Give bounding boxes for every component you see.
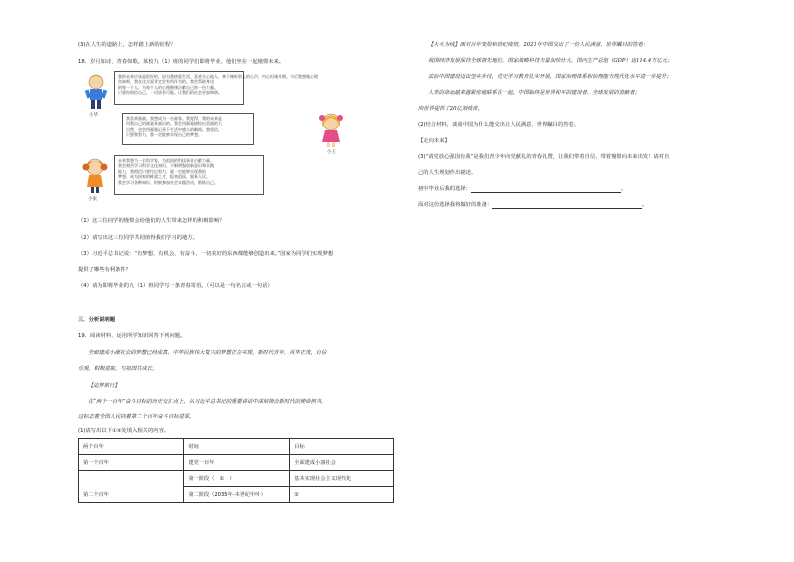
bubble-1-line: 只要你相信自己，一切皆有可能。让我们的社会更加和谐。	[118, 90, 222, 96]
sub-question-2: （2）请写出这三位同学共同值得我们学习的地方。	[78, 235, 198, 241]
material-3-line-2: 我国经济发展保持全球领先地位，国家战略科技力量加快壮大，国内生产总值（GDP）达114.4万亿元；	[428, 58, 673, 64]
question-19-intro: 19．阅读材料，运用所学知识回答下列问题。	[78, 333, 186, 339]
material-2-line-1: 在“两个一百年”奋斗目标的历史交汇点上，从习近平总书记的重要讲话中深刻领会新时代的使命担当，	[88, 399, 327, 405]
table-cell: 第一阶段（ ① ）	[184, 471, 290, 487]
student-girl-2-illustration	[82, 157, 108, 195]
question-18-intro: 18．岁月如诗，青春如歌。某校九（1）班的同学们即将毕业，他们坐在一起憧憬未来。	[78, 59, 285, 65]
question-3-tail: (3)在人生的道路上，怎样踏上新的征程？	[78, 42, 176, 48]
table-row	[79, 471, 394, 487]
table-row	[79, 455, 394, 471]
preparation-label: 面对这份选择我将做好的准备：	[418, 202, 493, 208]
bubble-2-line: 自然，也会用画笔记录下生活中感人的瞬间。我坚信，	[126, 126, 222, 132]
speech-bubble-2	[122, 113, 254, 145]
material-3-line-3: 法治中国建设迈出坚实步伐，党史学习教育扎实开展，国家治理体系和治理能力现代化水平进一步提升；	[428, 74, 672, 80]
bubble-3-line: 我会学习各种知识，积极参加社会实践活动，锻炼自己。	[118, 179, 218, 185]
sub-question-1: （1）这三位同学的憧憬会给他们的人生带来怎样的积极影响？	[78, 218, 225, 224]
bubble-3-line: 梦想，成为国家的栋梁之才，报效祖国，服务人民。	[118, 174, 210, 180]
bubble-3-line: 我会刻苦学习科学文化知识，不断增强创新意识和实践	[118, 163, 214, 169]
question-19-part-2: (2)结合材料，谈谈中国为什么能交出让人民满意、世界瞩目的答卷。	[418, 122, 580, 128]
table-cell: 两个百年	[79, 439, 184, 455]
bubble-1-line: 咨询师，我在这方面肯定会有所作为的。我会帮助身边	[118, 79, 214, 85]
preparation-answer-row: 面对这份选择我将做好的准备： 。	[418, 202, 648, 208]
question-19-part-3-line-2: 己的人生规划作出描述。	[418, 170, 477, 176]
bubble-2-line: 我喜欢画画，我想成为一名画家。我觉得，我的未来是	[126, 116, 222, 121]
question-19-part-1: (1)请写出以下①②处填入相关的内容。	[78, 428, 170, 434]
material-1-line-2: 乐观，积极进取，与祖国共成长。	[78, 366, 158, 372]
table-row	[79, 487, 394, 503]
sub-question-4: （4）请为即将毕业的九（1）班同学写一条青春寄语。（可以是一句名言或一句话）	[78, 283, 273, 289]
table-cell: 全面建成小康社会	[290, 455, 394, 471]
bubble-2-line: 用我自己的画笔来画出的。我会用画笔描绘出美丽的大	[126, 121, 222, 127]
student-name-1: 小华	[89, 113, 98, 118]
material-2-line-2: 这标志着全国人民向着第二个百年奋斗目标进军。	[78, 414, 195, 420]
table-cell: 时间	[184, 439, 290, 455]
section-3-heading: 三．分析说明题	[78, 317, 116, 323]
sub-question-3-line-2: 提供了哪些有利条件？	[78, 267, 131, 273]
section-future-title: 【走向未来】	[418, 138, 450, 144]
table-cell: 建党一百年	[184, 455, 290, 471]
speech-bubble-3	[114, 155, 264, 195]
question-19-part-3-line-1: (3)“请党放心强国有我”是我们青少年向党献礼的青春礼赞，让我们带着自信、带着憧憬向未来出发！请对自	[418, 154, 670, 160]
table-cell: 第二阶段（2035年-本世纪中叶）	[184, 487, 290, 503]
material-3-line-1: 【大火为线】面对百年变局和世纪疫情，2021年中国交出了一份人民满意、世界瞩目的答卷：	[428, 42, 649, 48]
bubble-2-line: 只要我努力，我一定能够实现自己的梦想。	[126, 132, 202, 138]
table-cell: 目标	[290, 439, 394, 455]
table-cell: 基本实现社会主义现代化	[290, 471, 394, 487]
table-cell	[79, 471, 184, 487]
preparation-answer-blank[interactable]	[492, 203, 642, 209]
material-3-line-5: 向世界提供了20亿剂疫苗。	[418, 106, 484, 112]
table-cell: ②	[290, 487, 394, 503]
table-cell: 第二个百年	[79, 487, 184, 503]
choice-answer-row: 初中毕业后我的选择： 。	[418, 186, 627, 192]
centenary-goals-table	[78, 438, 394, 503]
bubble-1-line: 我的未来应该是很好的，因为我热爱生活，喜欢关心他人，善于倾听别人的心声，内心坦诚开朗。今后我想做心理	[118, 74, 318, 79]
speech-bubble-1	[114, 71, 318, 105]
student-girl-illustration	[318, 112, 344, 148]
material-1-line-1: 全面建成小康社会的梦想已经成真，中华民族伟大复兴的梦想正在实现。新时代青年，风华正茂，自信	[88, 350, 327, 356]
student-name-2: 小王	[327, 150, 336, 155]
bubble-3-line: 能力，我相信只要付出努力，就一定能够实现我的	[118, 168, 206, 174]
material-2-title: 【追梦前行】	[88, 383, 120, 389]
student-boy-illustration	[84, 73, 108, 111]
table-row	[79, 439, 394, 455]
bubble-3-line: 未来我想当一名科学家，为祖国的科技事业贡献力量。	[118, 158, 214, 163]
table-cell: 第一个百年	[79, 455, 184, 471]
material-3-line-4: 人类的命运越来越紧密地联系在一起，中国始终是世界和平的建设者、全球发展的贡献者；	[428, 90, 640, 96]
student-name-3: 小张	[88, 197, 97, 202]
bubble-1-line: 的每一个人，为每个人的心理健康贡献自己的一份力量。	[118, 84, 218, 90]
sub-question-3-line-1: （3）习近平总书记说：“有梦想，有机会，有奋斗，一切美好的东西都能够创造出来。”国家为同学们实现梦想	[78, 251, 334, 257]
choice-answer-blank[interactable]	[471, 187, 621, 193]
choice-label: 初中毕业后我的选择：	[418, 186, 471, 192]
